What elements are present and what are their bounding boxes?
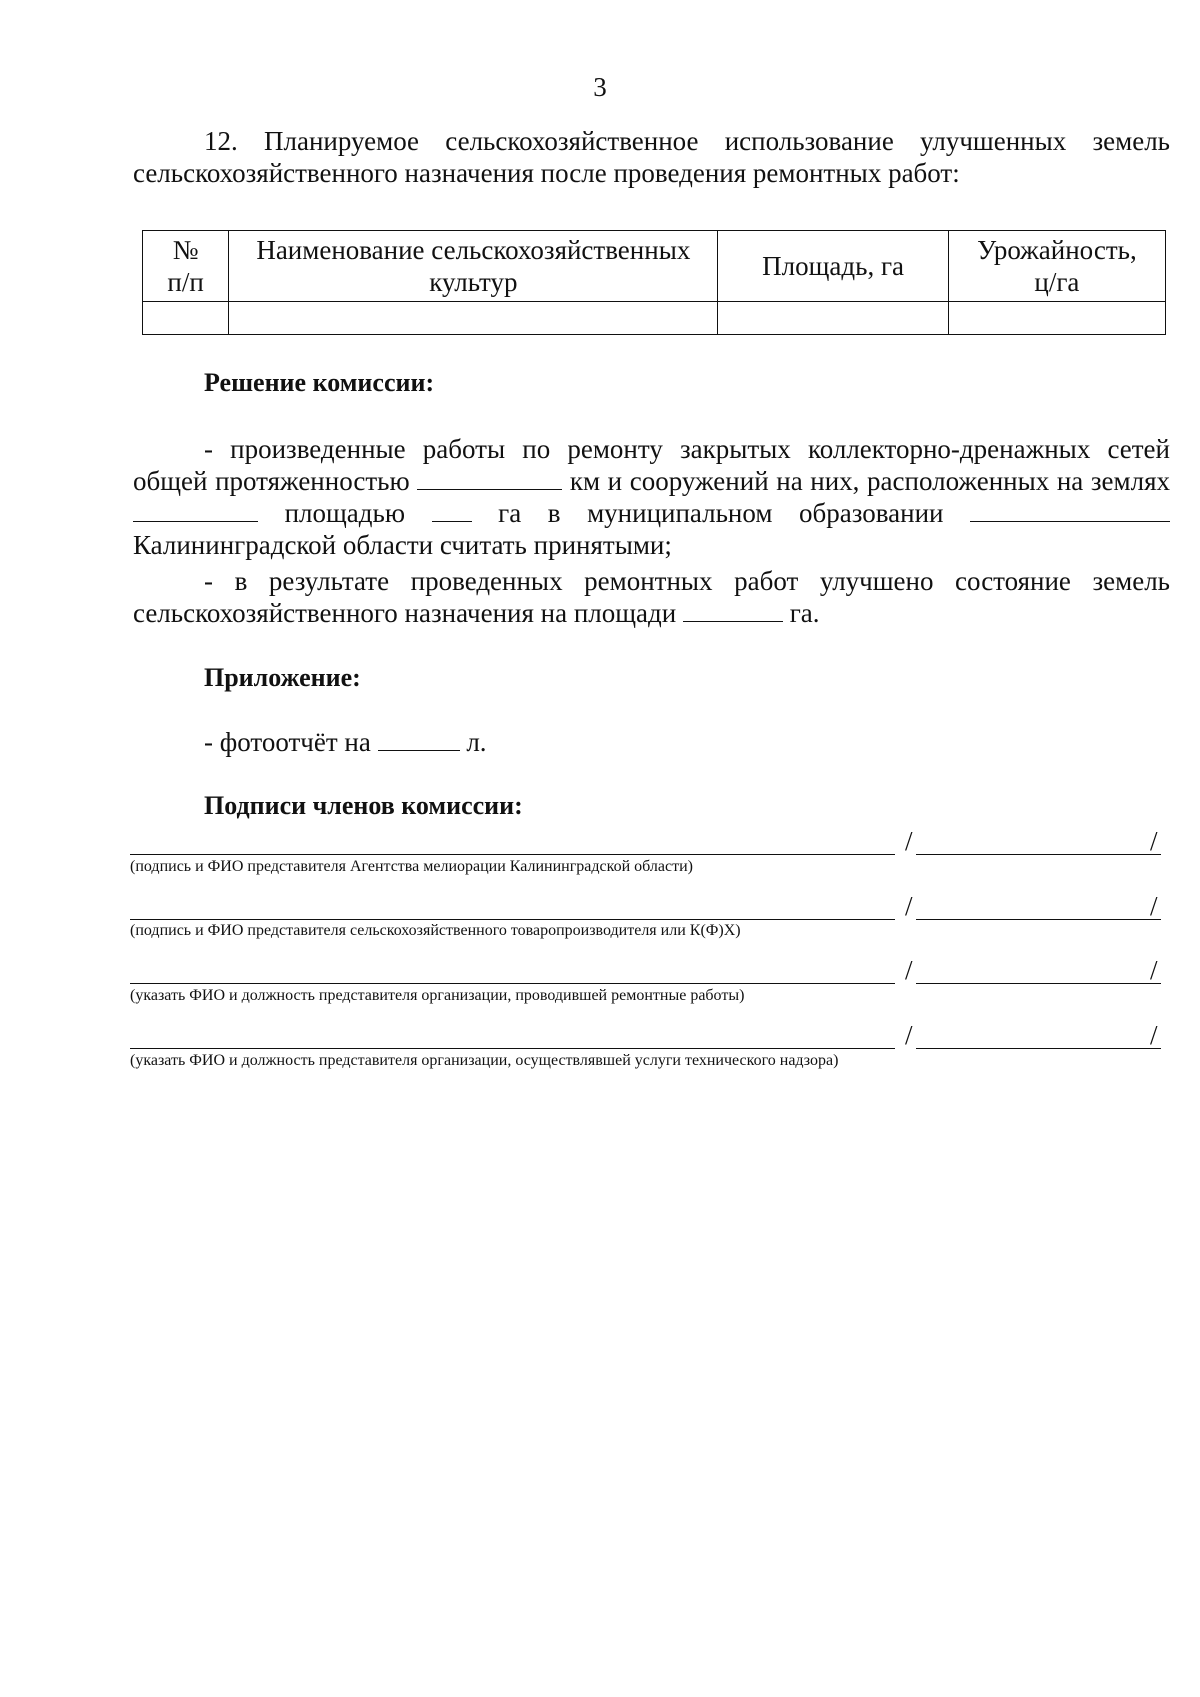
signature-line [130, 983, 895, 984]
page-number: 3 [593, 72, 607, 102]
length-blank [417, 465, 562, 490]
slash: / [905, 955, 913, 985]
header-area: Площадь, га [718, 231, 948, 302]
signature-caption: (подпись и ФИО представителя сельскохозяйственного товаропроизводителя или К(Ф)Х) [130, 922, 741, 939]
table-cell [718, 302, 948, 335]
name-line [916, 1048, 1161, 1049]
improved-area-blank [683, 597, 783, 622]
slash: / [1150, 891, 1158, 921]
signature-row [130, 1020, 1170, 1050]
lands-blank [133, 497, 258, 522]
section-12-text: 12. Планируемое сельскохозяйственное использование улучшенных земель сельскохозяйственного назначения после проведения ремонтных работ: [133, 126, 1170, 188]
slash: / [905, 826, 913, 856]
signature-row [130, 955, 1170, 985]
decision-paragraph-1: - произведенные работы по ремонту закрытых коллекторно-дренажных сетей общей протяженностью км и сооружений на них, расположенных на землях площадью га в муниципальном образовании Калининградской области считать принятыми; [133, 434, 1171, 560]
slash: / [905, 891, 913, 921]
signature-caption: (указать ФИО и должность представителя организации, осуществлявшей услуги технического надзора) [130, 1052, 839, 1069]
signature-caption: (указать ФИО и должность представителя организации, проводившей ремонтные работы) [130, 987, 745, 1004]
decision-heading: Решение комиссии: [204, 368, 435, 397]
table-header-row [143, 231, 1166, 302]
slash: / [1150, 955, 1158, 985]
crops-table [142, 230, 1166, 335]
signature-row [130, 826, 1170, 856]
name-line [916, 983, 1161, 984]
slash: / [1150, 826, 1158, 856]
table-cell [948, 302, 1165, 335]
signature-line [130, 854, 895, 855]
signature-line [130, 1048, 895, 1049]
area-blank [432, 497, 472, 522]
header-yield: Урожайность, ц/га [948, 231, 1165, 302]
slash: / [905, 1020, 913, 1050]
signature-line [130, 919, 895, 920]
slash: / [1150, 1020, 1158, 1050]
header-number: № п/п [143, 231, 229, 302]
signature-row [130, 891, 1170, 921]
name-line [916, 919, 1161, 920]
appendix-heading: Приложение: [204, 663, 361, 692]
municipality-blank [970, 497, 1170, 522]
table-row [143, 302, 1166, 335]
table-cell [143, 302, 229, 335]
header-crop-name: Наименование сельскохозяйственных культур [229, 231, 718, 302]
name-line [916, 854, 1161, 855]
table-cell [229, 302, 718, 335]
sheets-blank [378, 726, 460, 751]
photo-report-line: - фотоотчёт на л. [204, 727, 487, 757]
decision-paragraph-2: - в результате проведенных ремонтных работ улучшено состояние земель сельскохозяйственного назначения на площади га. [133, 566, 1170, 628]
signature-caption: (подпись и ФИО представителя Агентства мелиорации Калининградской области) [130, 858, 693, 875]
signatures-heading: Подписи членов комиссии: [204, 791, 523, 820]
